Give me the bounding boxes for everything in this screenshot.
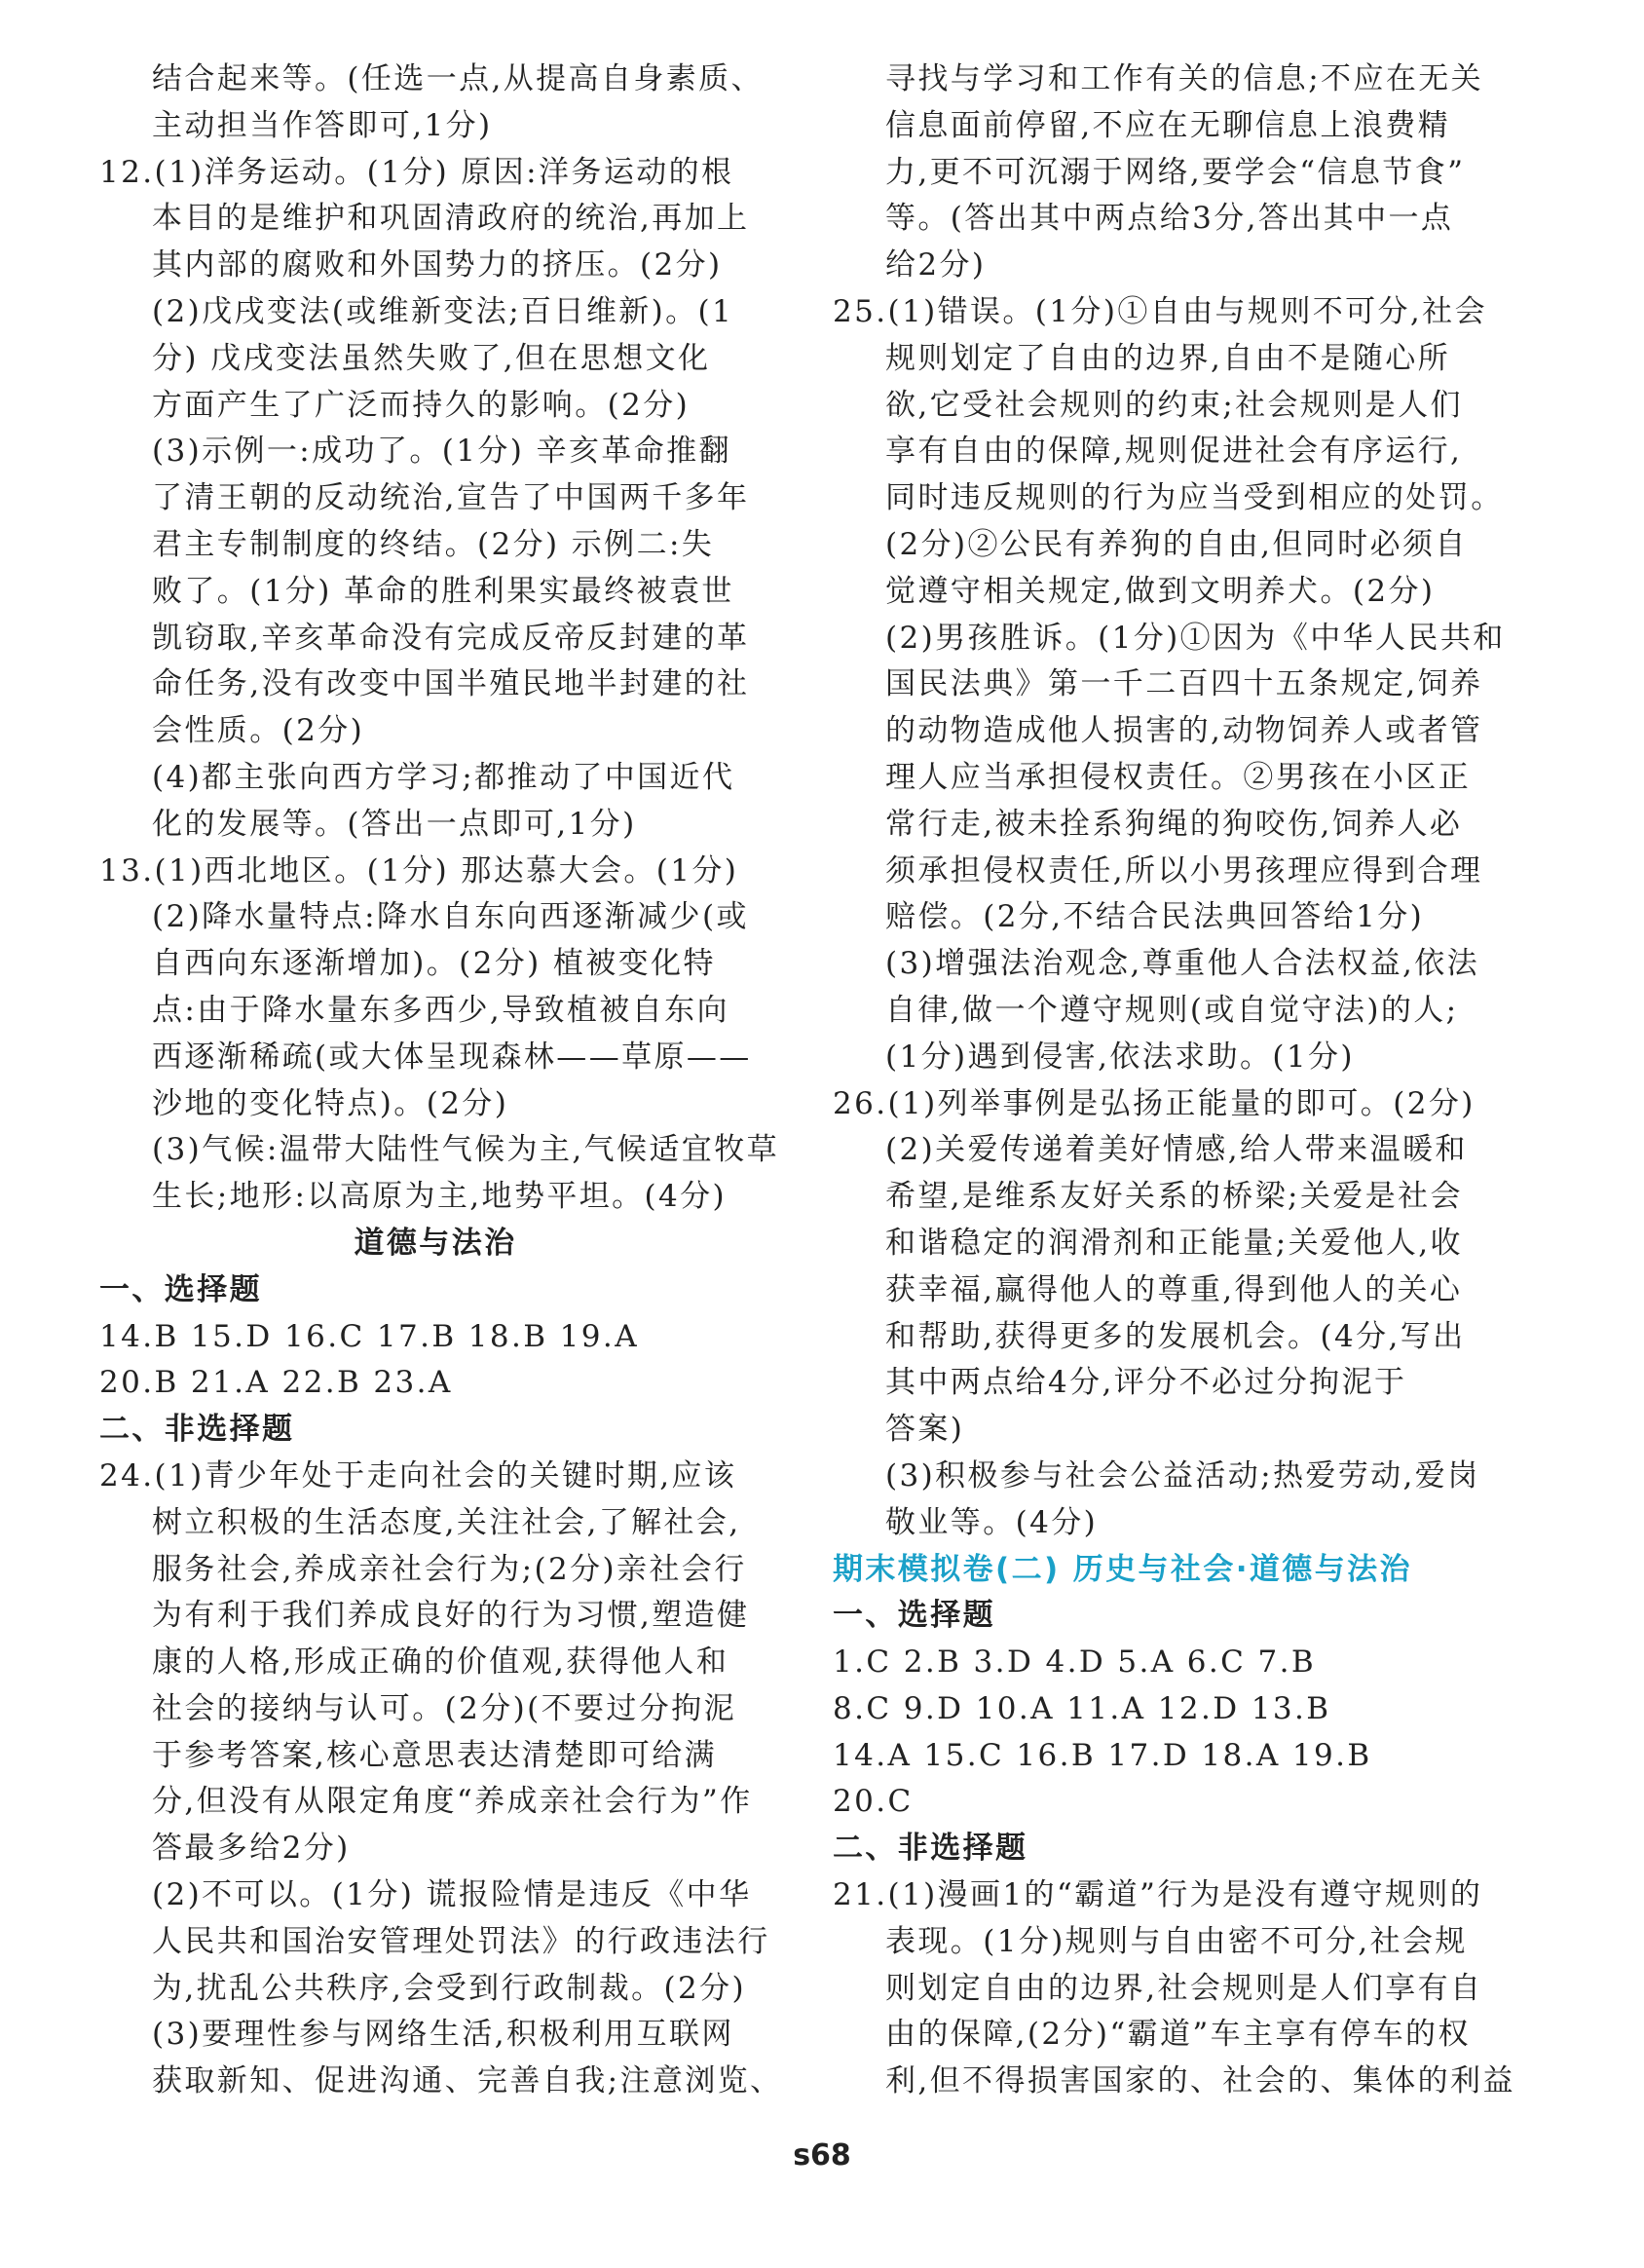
text-line: (2)男孩胜诉。(1分)①因为《中华人民共和 [885, 620, 1506, 656]
text-line: (2)不可以。(1分) 谎报险情是违反《中华 [152, 1877, 752, 1913]
text-line: (3)示例一:成功了。(1分) 辛亥革命推翻 [152, 434, 731, 470]
text-line: 沙地的变化特点)。(2分) [152, 1085, 509, 1121]
text-line: 14.A 15.C 16.B 17.D 18.A 19.B [833, 1737, 1372, 1773]
text-line: 表现。(1分)规则与自由密不可分,社会规 [885, 1923, 1468, 1959]
text-line: 力,更不可沉溺于网络,要学会“信息节食” [885, 154, 1466, 190]
text-line: 理人应当承担侵权责任。②男孩在小区正 [885, 759, 1472, 795]
text-line: 败了。(1分) 革命的胜利果实最终被袁世 [152, 573, 734, 609]
text-line: 须承担侵权责任,所以小男孩理应得到合理 [885, 852, 1483, 888]
text-line: 享有自由的保障,规则促进社会有序运行, [885, 434, 1463, 470]
text-line: (2)降水量特点:降水自东向西逐渐减少(或 [152, 899, 749, 935]
text-line: 的动物造成他人损害的,动物饲养人或者管 [885, 713, 1483, 749]
text-line: 规则划定了自由的边界,自由不是随心所 [885, 340, 1451, 376]
text-line: 生长;地形:以高原为主,地势平坦。(4分) [152, 1179, 728, 1215]
text-line: (4)都主张向西方学习;都推动了中国近代 [152, 759, 735, 795]
text-line: 8.C 9.D 10.A 11.A 12.D 13.B [833, 1690, 1331, 1726]
section-heading: 一、选择题 [833, 1598, 995, 1634]
text-line: 1.C 2.B 3.D 4.D 5.A 6.C 7.B [833, 1644, 1317, 1681]
text-line: 和帮助,获得更多的发展机会。(4分,写出 [885, 1318, 1466, 1354]
text-line: 社会的接纳与认可。(2分)(不要过分拘泥 [152, 1690, 737, 1726]
text-line: 结合起来等。(任选一点,从提高自身素质、 [152, 61, 764, 96]
text-line: 其中两点给4分,评分不必过分拘泥于 [885, 1365, 1407, 1401]
text-line: 20.B 21.A 22.B 23.A [99, 1365, 453, 1401]
left-column [99, 57, 783, 2105]
text-line: 同时违反规则的行为应当受到相应的处罚。 [885, 480, 1504, 516]
text-line: 于参考答案,核心意思表达清楚即可给满 [152, 1737, 718, 1773]
text-line: 点:由于降水量东多西少,导致植被自东向 [152, 992, 729, 1028]
text-line: 26.(1)列举事例是弘扬正能量的即可。(2分) [833, 1085, 1476, 1121]
text-line: 会性质。(2分) [152, 713, 365, 749]
text-line: 凯窃取,辛亥革命没有完成反帝反封建的革 [152, 620, 750, 656]
text-line: 给2分) [885, 247, 987, 284]
text-line: (3)积极参与社会公益活动;热爱劳动,爱岗 [885, 1457, 1480, 1493]
text-line: 获取新知、促进沟通、完善自我;注意浏览、 [152, 2063, 783, 2099]
text-line: 方面产生了广泛而持久的影响。(2分) [152, 387, 691, 423]
text-line: 为,扰乱公共秩序,会受到行政制裁。(2分) [152, 1970, 747, 2006]
text-line: 化的发展等。(答出一点即可,1分) [152, 806, 637, 842]
text-line: 自律,做一个遵守规则(或自觉守法)的人; [885, 992, 1459, 1028]
text-line: (3)气候:温带大陆性气候为主,气候适宜牧草 [152, 1132, 780, 1168]
right-column [833, 57, 1515, 2105]
text-line: 14.B 15.D 16.C 17.B 18.B 19.A [99, 1318, 639, 1354]
text-line: 君主专制制度的终结。(2分) 示例二:失 [152, 526, 715, 562]
text-line: 自西向东逐渐增加)。(2分) 植被变化特 [152, 946, 716, 982]
text-line: 答案) [885, 1412, 965, 1448]
text-line: 21.(1)漫画1的“霸道”行为是没有遵守规则的 [833, 1877, 1483, 1913]
text-line: 西逐渐稀疏(或大体呈现森林——草原—— [152, 1039, 752, 1075]
text-line: 寻找与学习和工作有关的信息;不应在无关 [885, 61, 1484, 96]
text-line: (1分)遇到侵害,依法求助。(1分) [885, 1039, 1355, 1075]
text-line: (2)关爱传递着美好情感,给人带来温暖和 [885, 1132, 1468, 1168]
text-line: 12.(1)洋务运动。(1分) 原因:洋务运动的根 [99, 154, 734, 190]
text-line: 赔偿。(2分,不结合民法典回答给1分) [885, 899, 1425, 935]
text-line: 为有利于我们养成良好的行为习惯,塑造健 [152, 1598, 750, 1634]
exam-title: 期末模拟卷(二) 历史与社会·道德与法治 [833, 1551, 1412, 1587]
text-line: 分,但没有从限定角度“养成亲社会行为”作 [152, 1784, 753, 1820]
text-line: 其内部的腐败和外国势力的挤压。(2分) [152, 247, 723, 284]
section-heading: 二、非选择题 [99, 1412, 295, 1448]
text-line: 利,但不得损害国家的、社会的、集体的利益 [885, 2063, 1515, 2099]
section-heading: 道德与法治 [354, 1225, 517, 1261]
section-heading: 一、选择题 [99, 1271, 262, 1307]
text-line: (2)戊戌变法(或维新变法;百日维新)。(1 [152, 293, 734, 329]
text-line: 分) 戊戌变法虽然失败了,但在思想文化 [152, 340, 711, 376]
text-line: 树立积极的生活态度,关注社会,了解社会, [152, 1504, 741, 1540]
text-line: 常行走,被未拴系狗绳的狗咬伤,饲养人必 [885, 806, 1463, 842]
text-line: 国民法典》第一千二百四十五条规定,饲养 [885, 666, 1483, 702]
text-line: 等。(答出其中两点给3分,答出其中一点 [885, 201, 1454, 237]
text-line: 获幸福,赢得他人的尊重,得到他人的关心 [885, 1271, 1463, 1307]
text-line: 觉遵守相关规定,做到文明养犬。(2分) [885, 573, 1436, 609]
text-line: 由的保障,(2分)“霸道”车主享有停车的权 [885, 2017, 1471, 2053]
section-heading: 二、非选择题 [833, 1831, 1028, 1867]
text-line: 13.(1)西北地区。(1分) 那达慕大会。(1分) [99, 852, 739, 888]
text-line: (3)增强法治观念,尊重他人合法权益,依法 [885, 946, 1480, 982]
text-line: 和谐稳定的润滑剂和正能量;关爱他人,收 [885, 1225, 1463, 1261]
text-line: (2分)②公民有养狗的自由,但同时必须自 [885, 526, 1468, 562]
text-line: 25.(1)错误。(1分)①自由与规则不可分,社会 [833, 293, 1487, 329]
text-line: 24.(1)青少年处于走向社会的关键时期,应该 [99, 1457, 737, 1493]
text-line: 欲,它受社会规则的约束;社会规则是人们 [885, 387, 1463, 423]
text-line: 敬业等。(4分) [885, 1504, 1099, 1540]
text-line: 希望,是维系友好关系的桥梁;关爱是社会 [885, 1179, 1463, 1215]
page-number: s68 [793, 2138, 851, 2173]
text-line: 本目的是维护和巩固清政府的统治,再加上 [152, 201, 750, 237]
text-line: 命任务,没有改变中国半殖民地半封建的社 [152, 666, 750, 702]
text-line: 了清王朝的反动统治,宣告了中国两千多年 [152, 480, 750, 516]
text-line: 人民共和国治安管理处罚法》的行政违法行 [152, 1923, 770, 1959]
text-line: 主动担当作答即可,1分) [152, 107, 493, 143]
text-line: 则划定自由的边界,社会规则是人们享有自 [885, 1970, 1483, 2006]
text-line: 服务社会,养成亲社会行为;(2分)亲社会行 [152, 1551, 747, 1587]
text-line: (3)要理性参与网络生活,积极利用互联网 [152, 2017, 734, 2053]
text-line: 答最多给2分) [152, 1831, 351, 1867]
text-line: 20.C [833, 1784, 914, 1820]
text-line: 信息面前停留,不应在无聊信息上浪费精 [885, 107, 1451, 143]
text-line: 康的人格,形成正确的价值观,获得他人和 [152, 1644, 729, 1681]
